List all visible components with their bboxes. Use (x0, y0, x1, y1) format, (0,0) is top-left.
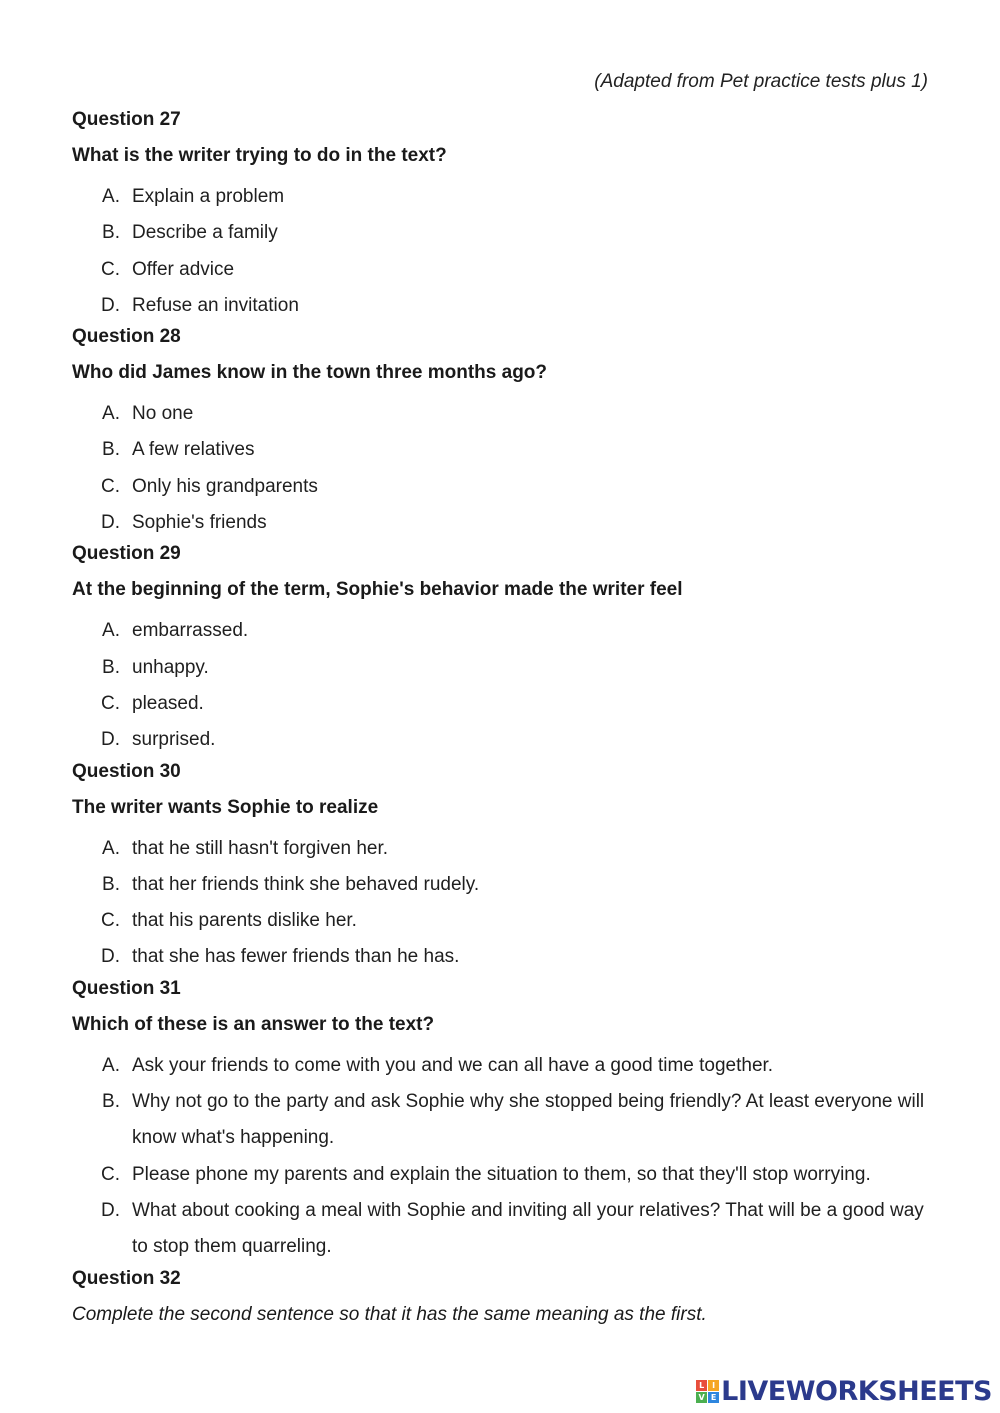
option-letter: B. (102, 1091, 120, 1113)
option-letter: D. (101, 946, 120, 968)
question-text: Who did James know in the town three months ago? (72, 362, 548, 384)
option-text: No one (132, 403, 194, 425)
option-letter: C. (101, 475, 120, 497)
option-b[interactable] (72, 215, 932, 251)
question-32 (72, 1266, 932, 1328)
option-text: pleased. (132, 692, 204, 714)
liveworksheets-brand[interactable] (696, 1376, 992, 1407)
question-title: Question 28 (72, 326, 181, 348)
question-text: At the beginning of the term, Sophie's behavior made the writer feel (72, 579, 683, 601)
option-list (72, 831, 932, 976)
question-title: Question 29 (72, 543, 181, 565)
option-letter: B. (102, 873, 120, 895)
option-c[interactable] (72, 903, 932, 939)
option-a[interactable] (72, 1048, 932, 1084)
option-text: Ask your friends to come with you and we can all have a good time together. (132, 1054, 774, 1076)
option-letter: A. (102, 1054, 120, 1076)
option-list (72, 396, 932, 541)
question-title: Question 30 (72, 760, 181, 782)
logo-tile: I (708, 1380, 719, 1391)
question-title: Question 32 (72, 1267, 181, 1289)
option-text: unhappy. (132, 656, 209, 678)
option-letter: B. (102, 439, 120, 461)
option-text: Refuse an invitation (132, 294, 299, 316)
option-list (72, 179, 932, 324)
option-text: Describe a family (132, 222, 278, 244)
question-29 (72, 541, 932, 758)
option-text: A few relatives (132, 439, 255, 461)
option-text: Please phone my parents and explain the situation to them, so that they'll stop worrying. (132, 1163, 871, 1185)
question-text: Which of these is an answer to the text? (72, 1013, 435, 1035)
option-letter: D. (101, 729, 120, 751)
option-text: Explain a problem (132, 186, 285, 207)
option-text: Offer advice (132, 258, 235, 280)
option-text: What about cooking a meal with Sophie and inviting all your relatives? That will be a good way to stop them quarreling. (132, 1199, 924, 1258)
option-text: Why not go to the party and ask Sophie why she stopped being friendly? At least everyone will know what's happening. (132, 1091, 925, 1149)
brand-logo-icon (696, 1380, 719, 1403)
option-text: surprised. (132, 729, 216, 751)
option-c[interactable] (72, 686, 932, 722)
option-letter: D. (101, 294, 120, 316)
option-list (72, 613, 932, 758)
option-letter: C. (101, 910, 120, 932)
option-c[interactable] (72, 469, 932, 505)
question-title: Question 27 (72, 109, 181, 130)
question-31 (72, 976, 932, 1266)
option-letter: B. (102, 656, 120, 678)
option-letter: A. (102, 620, 120, 642)
logo-tile: V (696, 1392, 707, 1403)
option-letter: A. (102, 403, 120, 425)
source-citation: (Adapted from Pet practice tests plus 1) (594, 71, 928, 92)
question-text: What is the writer trying to do in the text? (72, 145, 447, 166)
option-d[interactable] (72, 288, 932, 324)
option-a[interactable] (72, 179, 932, 215)
option-letter: C. (101, 692, 120, 714)
option-c[interactable] (72, 1157, 932, 1193)
option-letter: C. (101, 1163, 120, 1185)
logo-tile: E (708, 1392, 719, 1403)
option-letter: B. (102, 222, 120, 244)
option-b[interactable] (72, 867, 932, 903)
option-text: that his parents dislike her. (132, 910, 357, 932)
question-list (72, 107, 932, 1328)
option-a[interactable] (72, 396, 932, 432)
question-text: The writer wants Sophie to realize (72, 796, 379, 818)
option-text: that he still hasn't forgiven her. (132, 837, 389, 859)
question-28 (72, 324, 932, 541)
option-letter: D. (101, 1199, 120, 1221)
question-title: Question 31 (72, 977, 181, 999)
option-letter: A. (102, 186, 120, 207)
question-instruction: Complete the second sentence so that it has the same meaning as the first. (72, 1303, 707, 1325)
option-letter: C. (101, 258, 120, 280)
option-d[interactable] (72, 939, 932, 975)
option-a[interactable] (72, 613, 932, 649)
option-text: Sophie's friends (132, 512, 267, 534)
option-d[interactable] (72, 1193, 932, 1266)
option-text: that she has fewer friends than he has. (132, 946, 460, 968)
option-c[interactable] (72, 252, 932, 288)
logo-tile: L (696, 1380, 707, 1391)
option-text: embarrassed. (132, 620, 249, 642)
option-d[interactable] (72, 505, 932, 541)
option-text: that her friends think she behaved rudely. (132, 873, 480, 895)
option-list (72, 1048, 932, 1266)
option-b[interactable] (72, 432, 932, 468)
brand-name: LIVEWORKSHEETS (721, 1376, 992, 1407)
option-b[interactable] (72, 1084, 932, 1157)
option-b[interactable] (72, 650, 932, 686)
option-letter: A. (102, 837, 120, 859)
option-d[interactable] (72, 722, 932, 758)
option-letter: D. (101, 512, 120, 534)
question-30 (72, 759, 932, 976)
option-text: Only his grandparents (132, 475, 318, 497)
question-27 (72, 107, 932, 324)
option-a[interactable] (72, 831, 932, 867)
